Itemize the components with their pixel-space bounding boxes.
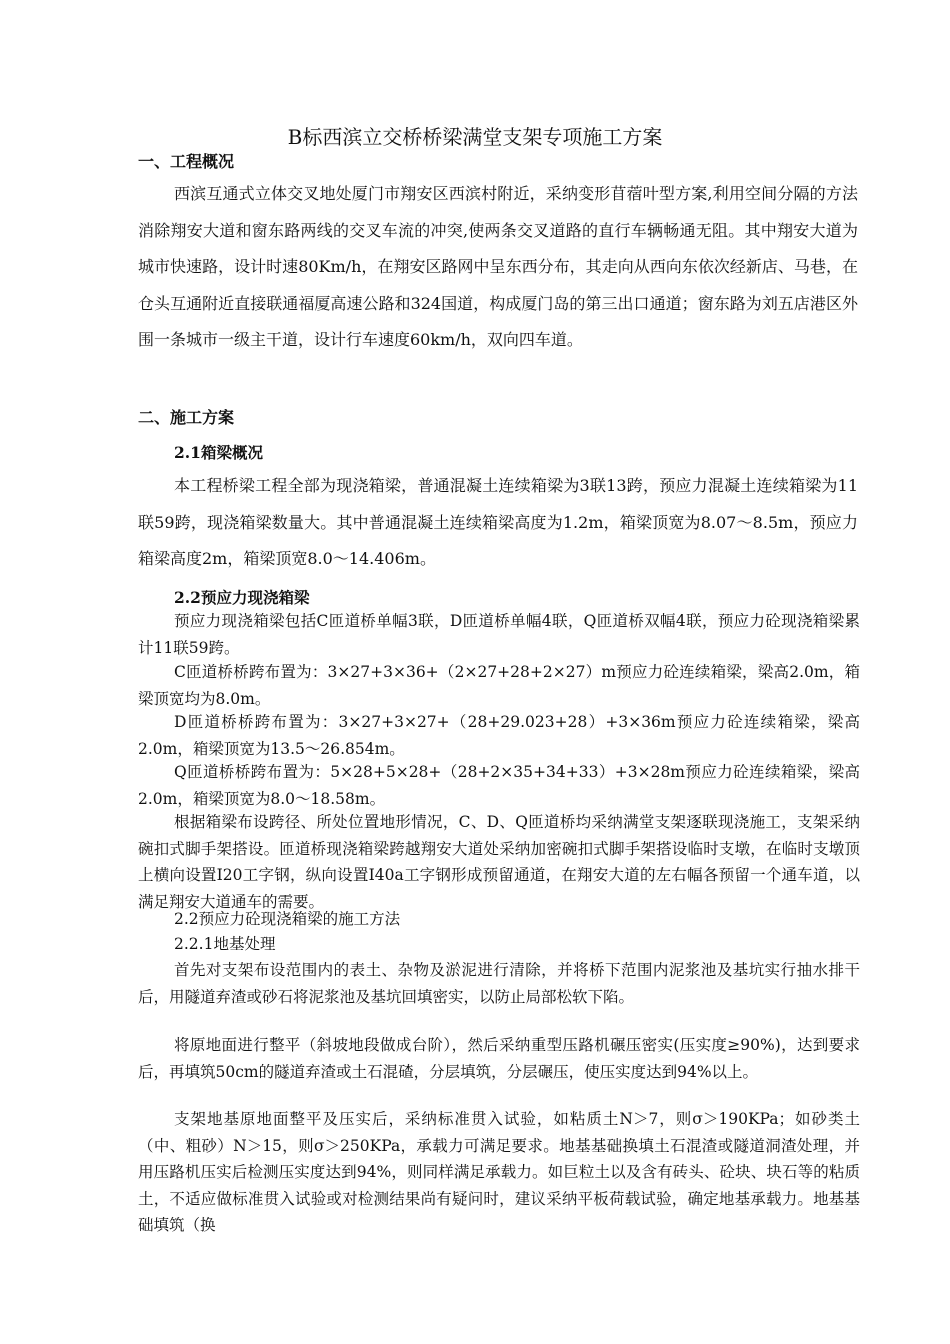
- prestressed-paragraph-c-ramp: C匝道桥桥跨布置为：3×27+3×36+（2×27+28+2×27）m预应力砼连续箱梁，梁高2.0m，箱梁顶宽均为8.0m。: [138, 663, 860, 708]
- overview-paragraph: 西滨互通式立体交叉地处厦门市翔安区西滨村附近，采纳变形苜蓿叶型方案,利用空间分隔的方法消除翔安大道和窗东路两线的交叉车流的冲突,使两条交叉道路的直行车辆畅通无阻。其中翔安大道为城市快速路，设计时速80Km/h，在翔安区路网中呈东西分布，其走向从西向东依次经新店、马巷，在仓头互通附近直接联通福厦高速公路和324国道，构成厦门岛的第三出口通道；窗东路为刘五店港区外围一条城市一级主干道，设计行车速度60km/h，双向四车道。: [138, 184, 858, 349]
- prestressed-paragraph-d-ramp: D匝道桥桥跨布置为：3×27+3×27+（28+29.023+28）+3×36m预应力砼连续箱梁，梁高2.0m，箱梁顶宽为13.5～26.854m。: [138, 713, 860, 758]
- subsection-heading-box-girder: 2.1箱梁概况: [174, 443, 263, 462]
- subsection-heading-prestressed: 2.2预应力现浇箱梁: [174, 588, 310, 607]
- page-title: B标西滨立交桥桥梁满堂支架专项施工方案: [287, 125, 663, 149]
- foundation-paragraph-2: 将原地面进行整平（斜坡地段做成台阶），然后采纳重型压路机碾压密实(压实度≥90%)，达到要求后，再填筑50cm的隧道弃渣或土石混碴，分层填筑，分层碾压，使压实度达到94%以上。: [138, 1036, 860, 1081]
- section-heading-plan: 二、施工方案: [138, 408, 235, 427]
- section-heading-overview: 一、工程概况: [138, 152, 235, 171]
- foundation-paragraph-1: 首先对支架布设范围内的表土、杂物及淤泥进行清除，并将桥下范围内泥浆池及基坑实行抽水排干后，用隧道弃渣或砂石将泥浆池及基坑回填密实，以防止局部松软下陷。: [138, 961, 860, 1006]
- box-girder-paragraph: 本工程桥梁工程全部为现浇箱梁，普通混凝土连续箱梁为3联13跨，预应力混凝土连续箱梁为11联59跨，现浇箱梁数量大。其中普通混凝土连续箱梁高度为1.2m，箱梁顶宽为8.07～8.5m，预应力箱梁高度2m，箱梁顶宽8.0～14.406m。: [138, 476, 858, 568]
- prestressed-paragraph-1: 预应力现浇箱梁包括C匝道桥单幅3联，D匝道桥单幅4联，Q匝道桥双幅4联，预应力砼现浇箱梁累计11联59跨。: [138, 612, 860, 657]
- prestressed-paragraph-support: 根据箱梁布设跨径、所处位置地形情况，C、D、Q匝道桥均采纳满堂支架逐联现浇施工，支架采纳碗扣式脚手架搭设。匝道桥现浇箱梁跨越翔安大道处采纳加密碗扣式脚手架搭设临时支墩，在临时支墩顶上横向设置I20工字钢，纵向设置I40a工字钢形成预留通道，在翔安大道的左右幅各预留一个通车道，以满足翔安大道通车的需要。: [138, 813, 860, 911]
- prestressed-paragraph-q-ramp: Q匝道桥桥跨布置为：5×28+5×28+（28+2×35+34+33）+3×28m预应力砼连续箱梁，梁高2.0m，箱梁顶宽为8.0～18.58m。: [138, 763, 860, 808]
- foundation-heading: 2.2.1地基处理: [174, 935, 276, 953]
- foundation-paragraph-3: 支架地基原地面整平及压实后，采纳标准贯入试验，如粘质土N＞7，则σ＞190KPa；如砂类土（中、粗砂）N＞15，则σ＞250KPa，承载力可满足要求。地基基础换填土石混渣或隧道洞渣处理，并用压路机压实后检测压实度达到94%，则同样满足承载力。如巨粒土以及含有砖头、砼块、块石等的粘质土，不适应做标准贯入试验或对检测结果尚有疑问时，建议采纳平板荷载试验，确定地基承载力。地基基础填筑（换: [138, 1110, 860, 1234]
- method-heading: 2.2预应力砼现浇箱梁的施工方法: [174, 910, 401, 928]
